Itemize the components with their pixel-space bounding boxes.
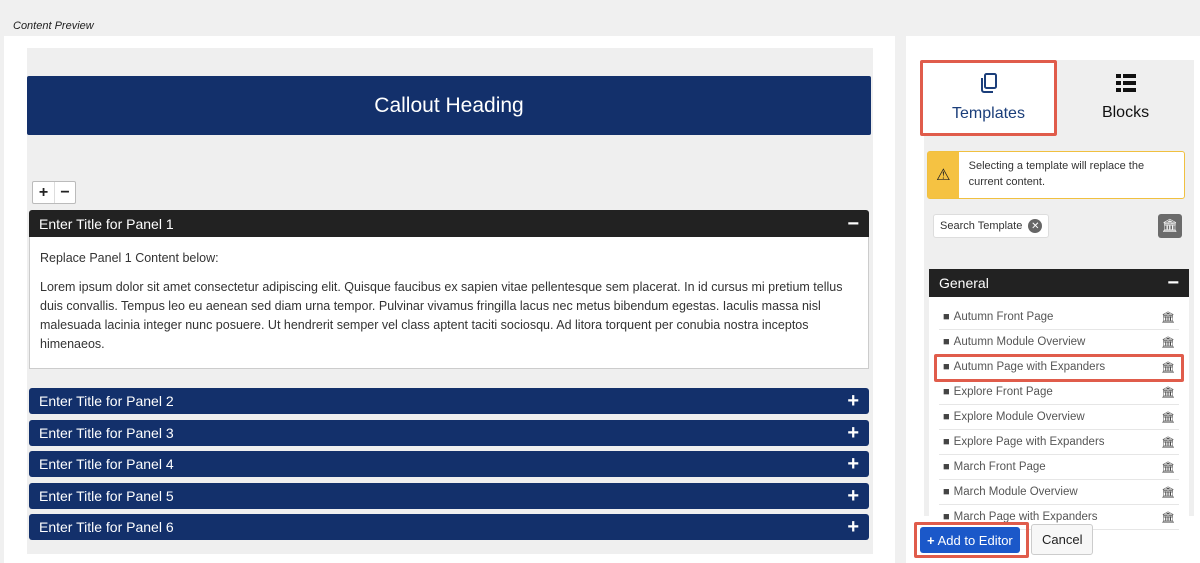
templates-tab-highlight	[920, 60, 1057, 136]
bank-icon: 🏛	[1161, 511, 1175, 524]
template-item[interactable]	[939, 455, 1179, 480]
template-icon: ■	[943, 486, 950, 498]
template-item[interactable]	[939, 380, 1179, 405]
template-item[interactable]	[939, 305, 1179, 330]
bank-icon: 🏛	[1161, 436, 1175, 449]
bank-icon: 🏛	[1161, 361, 1175, 374]
cancel-button[interactable]: Cancel	[1031, 524, 1093, 555]
content-preview-pane	[4, 36, 895, 563]
bank-icon: 🏛	[1161, 386, 1175, 399]
panel-5-header[interactable]	[29, 483, 869, 509]
collapse-all-button[interactable]: −	[54, 182, 75, 203]
expand-icon[interactable]: +	[847, 422, 859, 444]
panel-intro: Replace Panel 1 Content below:	[40, 251, 219, 265]
warning-icon: ⚠	[928, 152, 959, 198]
template-icon: ■	[943, 361, 950, 373]
group-title: General	[939, 275, 989, 291]
tab-label: Blocks	[1101, 104, 1150, 121]
clear-icon[interactable]: ✕	[1028, 219, 1042, 233]
expand-collapse-controls	[32, 181, 76, 204]
templates-tab-content	[924, 136, 1194, 524]
tab-label: Templates	[952, 105, 1025, 122]
template-icon: ■	[943, 336, 950, 348]
panel-text: Lorem ipsum dolor sit amet consectetur adipiscing elit. Quisque faucibus ex sapien vitae pellentesque sem placerat. In id cursus mi pretium tellus duis convallis. Tempus leo eu aenean sed diam urna tempor. Pulvinar vivamus fringilla lacus nec metus bibendum egestas. Iaculis massa nisl malesuada lacinia integer nunc posuere. Ut hendrerit semper vel class aptent taciti sociosqu. Ad litora torquent per conubia nostra inceptos himenaeos.	[40, 280, 843, 351]
template-group-general	[929, 269, 1189, 530]
template-label: Explore Page with Expanders	[953, 436, 1105, 448]
template-sidebar	[906, 36, 1200, 563]
bank-icon: 🏛	[1161, 411, 1175, 424]
preview-canvas	[27, 48, 873, 554]
warning-text: Selecting a template will replace the current content.	[968, 160, 1145, 188]
template-label: March Front Page	[953, 461, 1046, 473]
template-label: March Page with Expanders	[953, 511, 1098, 523]
panel-title: Enter Title for Panel 2	[39, 393, 174, 409]
template-icon: ■	[943, 511, 950, 523]
template-item[interactable]	[939, 430, 1179, 455]
search-template-chip[interactable]	[933, 214, 1049, 238]
expand-icon[interactable]: +	[847, 516, 859, 538]
callout-heading: Callout Heading	[27, 76, 871, 135]
panel-title: Enter Title for Panel 6	[39, 519, 174, 535]
panel-title: Enter Title for Panel 4	[39, 456, 174, 472]
expand-all-button[interactable]: +	[38, 183, 49, 201]
list-icon	[1116, 74, 1136, 98]
panel-title: Enter Title for Panel 1	[39, 215, 174, 232]
group-header[interactable]	[929, 269, 1189, 297]
template-icon: ■	[943, 411, 950, 423]
bank-icon: 🏛	[1161, 311, 1175, 324]
template-label: Autumn Page with Expanders	[953, 361, 1106, 373]
template-icon: ■	[943, 386, 950, 398]
bank-icon: 🏛	[1161, 486, 1175, 499]
panel-title: Enter Title for Panel 3	[39, 425, 174, 441]
panel-3-header[interactable]	[29, 420, 869, 446]
expand-icon[interactable]: +	[847, 390, 859, 412]
panel-1	[29, 210, 869, 369]
panel-6-header[interactable]	[29, 514, 869, 540]
template-icon: ■	[943, 436, 950, 448]
bank-icon: 🏛	[1161, 336, 1175, 349]
content-preview-label: Content Preview	[13, 20, 94, 32]
panel-1-body	[29, 237, 869, 369]
collapse-icon[interactable]: −	[1167, 272, 1179, 294]
search-chip-label: Search Template	[940, 220, 1023, 232]
warning-alert	[927, 151, 1185, 199]
panel-2-header[interactable]	[29, 388, 869, 414]
template-list	[929, 297, 1189, 530]
template-label: Explore Front Page	[953, 386, 1053, 398]
template-label: Autumn Front Page	[953, 311, 1054, 323]
expand-icon[interactable]: +	[847, 453, 859, 475]
template-item[interactable]	[939, 480, 1179, 505]
selected-template-highlight	[934, 354, 1184, 382]
bank-icon: 🏛	[1161, 461, 1175, 474]
plus-icon: +	[927, 532, 935, 548]
add-button-label: Add to Editor	[937, 532, 1013, 548]
panel-title: Enter Title for Panel 5	[39, 488, 174, 504]
add-to-editor-button[interactable]	[920, 527, 1020, 553]
panel-4-header[interactable]	[29, 451, 869, 477]
template-item[interactable]	[939, 405, 1179, 430]
template-label: Autumn Module Overview	[953, 336, 1086, 348]
template-label: March Module Overview	[953, 486, 1078, 498]
template-icon: ■	[943, 311, 950, 323]
template-item[interactable]	[939, 330, 1179, 355]
bank-icon: 🏛	[1161, 218, 1179, 233]
expand-icon[interactable]: +	[847, 485, 859, 507]
template-icon: ■	[943, 461, 950, 473]
template-label: Explore Module Overview	[953, 411, 1085, 423]
collapse-icon[interactable]: −	[847, 212, 859, 235]
panel-1-header[interactable]	[29, 210, 869, 237]
tab-blocks[interactable]	[1057, 60, 1194, 136]
template-library-button[interactable]	[1158, 214, 1182, 238]
